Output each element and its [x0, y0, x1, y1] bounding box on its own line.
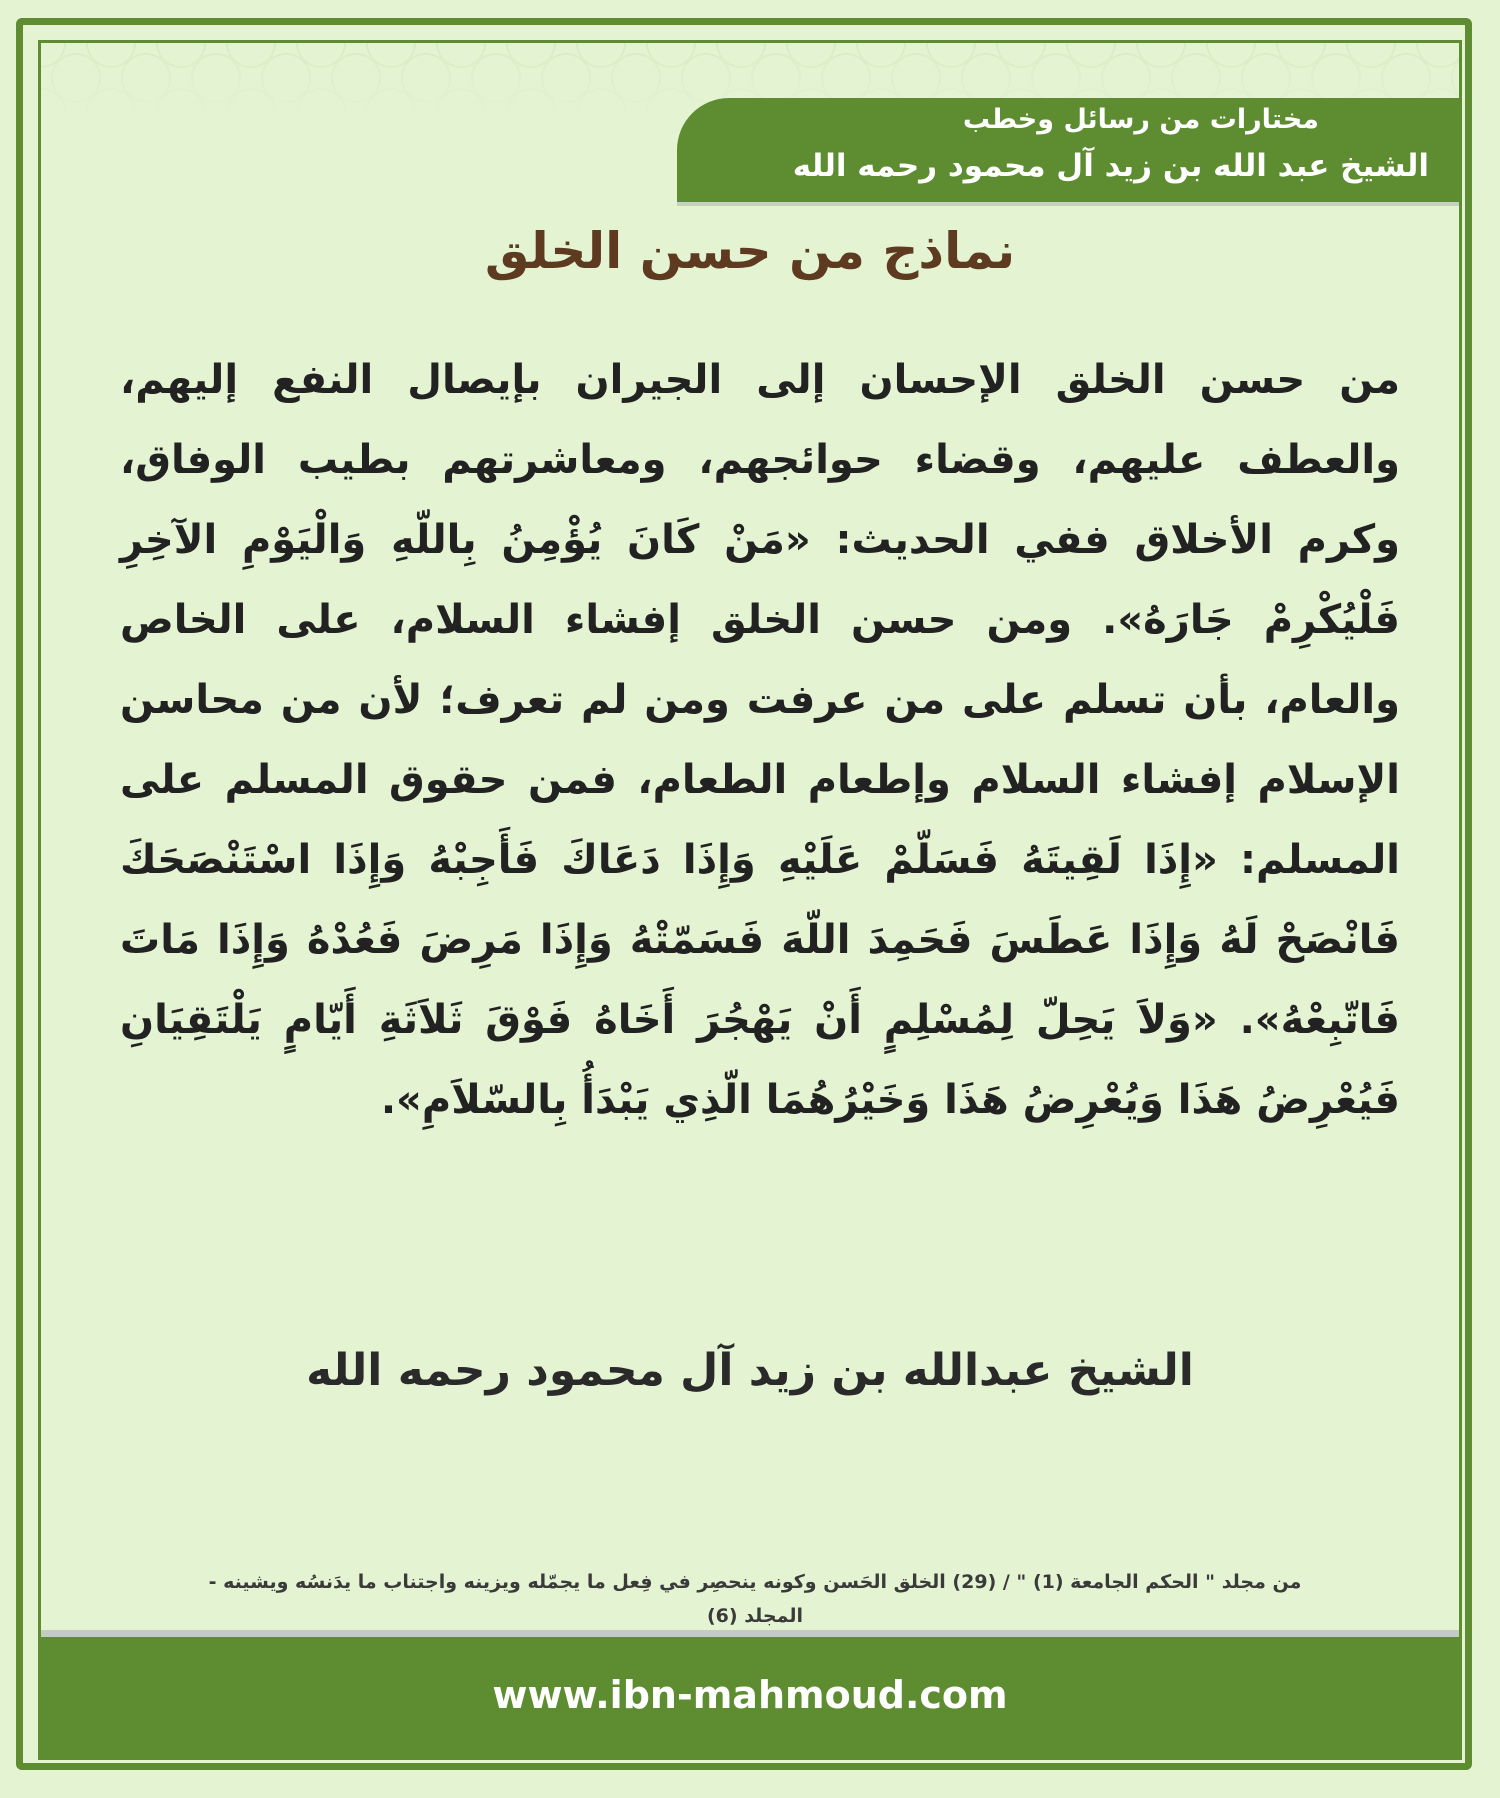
source-footnote [110, 1565, 1400, 1633]
page-title: نماذج من حسن الخلق [484, 222, 1016, 280]
header-banner [677, 98, 1459, 202]
series-title: مختارات من رسائل وخطب [962, 104, 1319, 135]
body-paragraph [120, 340, 1400, 1140]
footer-bar [41, 1637, 1459, 1757]
footnote-line-2: المجلد (6) [706, 1605, 804, 1627]
signature: الشيخ عبدالله بن زيد آل محمود رحمه الله [306, 1345, 1194, 1396]
author-name-header: الشيخ عبد الله بن زيد آل محمود رحمه الله [792, 148, 1429, 184]
footnote-line-1: من مجلد " الحكم الجامعة (1) " / (29) الخلق الحَسن وكونه ينحصِر في فِعل ما يجمّله ويزينه واجتناب ما يدَنسُه ويشينه - [208, 1571, 1302, 1593]
website-link[interactable]: www.ibn-mahmoud.com [492, 1673, 1008, 1717]
footer-separator [41, 1630, 1459, 1637]
body-text: من حسن الخلق الإحسان إلى الجيران بإيصال النفع إليهم، والعطف عليهم، وقضاء حوائجهم، ومعاشرتهم بطيب الوفاق، وكرم الأخلاق ففي الحديث: «مَنْ كَانَ يُؤْمِنُ بِاللّهِ وَالْيَوْمِ الآخِرِ فَلْيُكْرِمْ جَارَهُ». ومن حسن الخلق إفشاء السلام، على الخاص والعام، بأن تسلم على من عرفت ومن لم تعرف؛ لأن من محاسن الإسلام إفشاء السلام وإطعام الطعام، فمن حقوق المسلم على المسلم: «إِذَا لَقِيتَهُ فَسَلّمْ عَلَيْهِ وَإِذَا دَعَاكَ فَأَجِبْهُ وَإِذَا اسْتَنْصَحَكَ فَانْصَحْ لَهُ وَإِذَا عَطَسَ فَحَمِدَ اللّهَ فَسَمّتْهُ وَإِذَا مَرِضَ فَعُدْهُ وَإِذَا مَاتَ فَاتّبِعْهُ». «وَلاَ يَحِلّ لِمُسْلِمٍ أَنْ يَهْجُرَ أَخَاهُ فَوْقَ ثَلاَثَةِ أَيّامٍ يَلْتَقِيَانِ فَيُعْرِضُ هَذَا وَيُعْرِضُ هَذَا وَخَيْرُهُمَا الّذِي يَبْدَأُ بِالسّلاَمِ». [120, 357, 1400, 1123]
